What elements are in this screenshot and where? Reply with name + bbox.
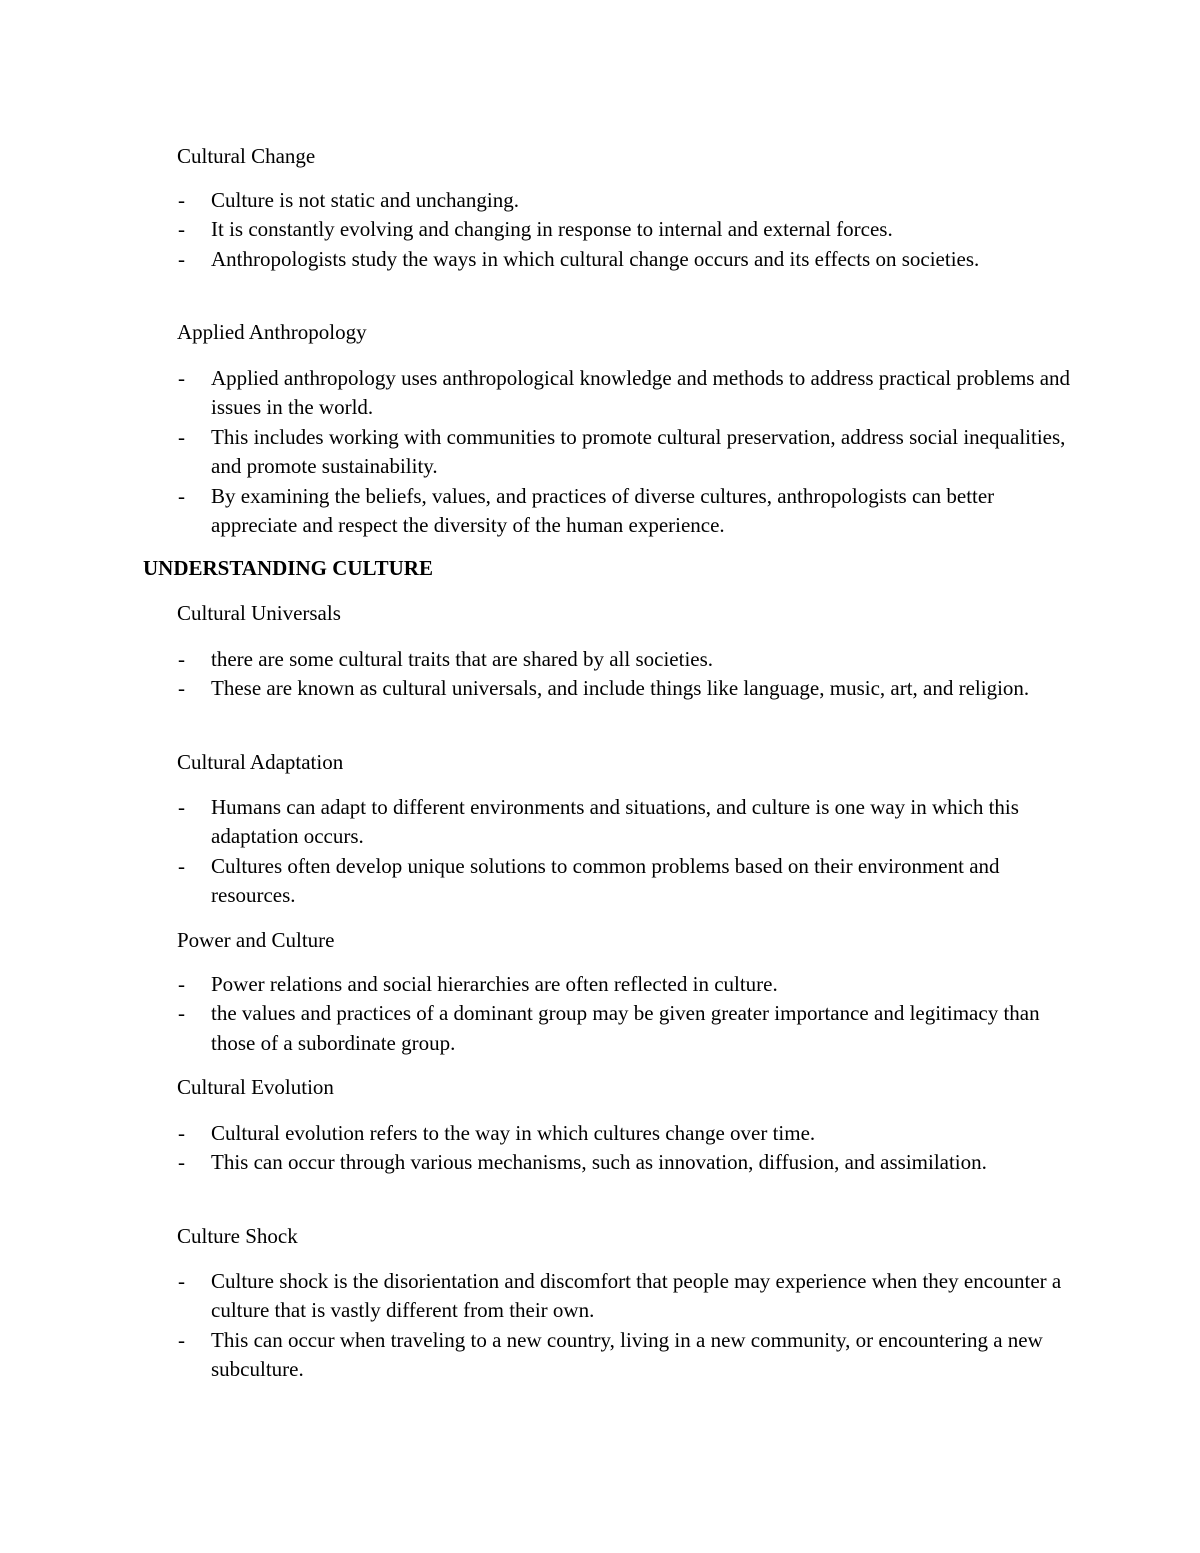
bullet-dash: - <box>178 1001 185 1026</box>
list-item <box>178 245 1071 274</box>
list-item <box>178 645 1071 674</box>
list-item-text: Cultures often develop unique solutions to common problems based on their environment and resources. <box>211 853 1000 908</box>
list-item <box>178 970 1071 999</box>
bullet-list-cultural-change <box>0 186 1200 274</box>
bullet-dash: - <box>178 676 185 701</box>
list-item-text: Cultural evolution refers to the way in which cultures change over time. <box>211 1121 816 1145</box>
bullet-dash: - <box>178 1269 185 1293</box>
list-item <box>178 1148 1071 1177</box>
bullet-dash: - <box>178 795 185 819</box>
bullet-dash: - <box>178 1121 185 1145</box>
list-item <box>178 186 1071 215</box>
list-item <box>178 423 1071 482</box>
section-heading-cultural-universals: Cultural Universals <box>177 601 341 625</box>
list-item-text: Culture shock is the disorientation and discomfort that people may experience when they encounter a culture that is vastly different from their own. <box>211 1269 1062 1323</box>
section-heading-cultural-change: Cultural Change <box>177 144 316 168</box>
list-item-text: This can occur when traveling to a new country, living in a new community, or encountering a new subculture. <box>211 1327 1043 1382</box>
list-item <box>178 1326 1071 1385</box>
list-item-text: the values and practices of a dominant group may be given greater importance and legitimacy than those of a subordinate group. <box>211 1001 1040 1055</box>
bullet-dash: - <box>178 853 185 878</box>
list-item <box>178 674 1071 703</box>
bullet-list-power-and-culture <box>0 970 1200 1058</box>
list-item-text: These are known as cultural universals, and include things like language, music, art, and religion. <box>211 676 1030 701</box>
section-heading-applied-anthropology: Applied Anthropology <box>177 320 367 344</box>
list-item-text: Applied anthropology uses anthropological knowledge and methods to address practical problems and issues in the world. <box>211 366 1071 420</box>
bullet-list-cultural-adaptation <box>0 793 1200 911</box>
section-heading-cultural-adaptation: Cultural Adaptation <box>177 750 344 774</box>
section-heading-cultural-evolution: Cultural Evolution <box>177 1075 334 1099</box>
bullet-dash: - <box>178 246 185 271</box>
list-item-text: This includes working with communities to promote cultural preservation, address social inequalities, and promote sustainability. <box>211 424 1066 479</box>
bullet-dash: - <box>178 217 185 242</box>
list-item-text: Humans can adapt to different environments and situations, and culture is one way in which this adaptation occurs. <box>211 795 1019 849</box>
bullet-dash: - <box>178 424 185 449</box>
bullet-dash: - <box>178 483 185 508</box>
section-heading-culture-shock: Culture Shock <box>177 1224 298 1248</box>
bullet-list-cultural-evolution <box>0 1119 1200 1178</box>
list-item-text: This can occur through various mechanisms, such as innovation, diffusion, and assimilation. <box>211 1150 987 1175</box>
list-item <box>178 215 1071 244</box>
list-item <box>178 482 1071 541</box>
list-item-text: there are some cultural traits that are shared by all societies. <box>211 647 714 671</box>
list-item <box>178 852 1071 911</box>
bullet-dash: - <box>178 1150 185 1175</box>
list-item <box>178 1119 1071 1148</box>
bullet-dash: - <box>178 972 185 996</box>
list-item-text: Power relations and social hierarchies are often reflected in culture. <box>211 972 778 996</box>
bullet-list-applied-anthropology <box>0 364 1200 540</box>
bullet-list-culture-shock <box>0 1267 1200 1385</box>
list-item-text: By examining the beliefs, values, and practices of diverse cultures, anthropologists can better appreciate and respect the diversity of the human experience. <box>211 483 995 538</box>
bullet-dash: - <box>178 1327 185 1352</box>
bullet-list-cultural-universals <box>0 645 1200 704</box>
section-heading-power-and-culture: Power and Culture <box>177 928 335 952</box>
bullet-dash: - <box>178 647 185 671</box>
list-item <box>178 999 1071 1058</box>
list-item-text: Culture is not static and unchanging. <box>211 188 519 212</box>
bullet-dash: - <box>178 366 185 390</box>
bullet-dash: - <box>178 188 185 212</box>
list-item <box>178 793 1071 852</box>
list-item-text: Anthropologists study the ways in which cultural change occurs and its effects on societies. <box>211 246 980 271</box>
list-item <box>178 1267 1071 1326</box>
list-item-text: It is constantly evolving and changing in response to internal and external forces. <box>211 217 893 242</box>
list-item <box>178 364 1071 423</box>
main-heading: UNDERSTANDING CULTURE <box>143 556 433 580</box>
